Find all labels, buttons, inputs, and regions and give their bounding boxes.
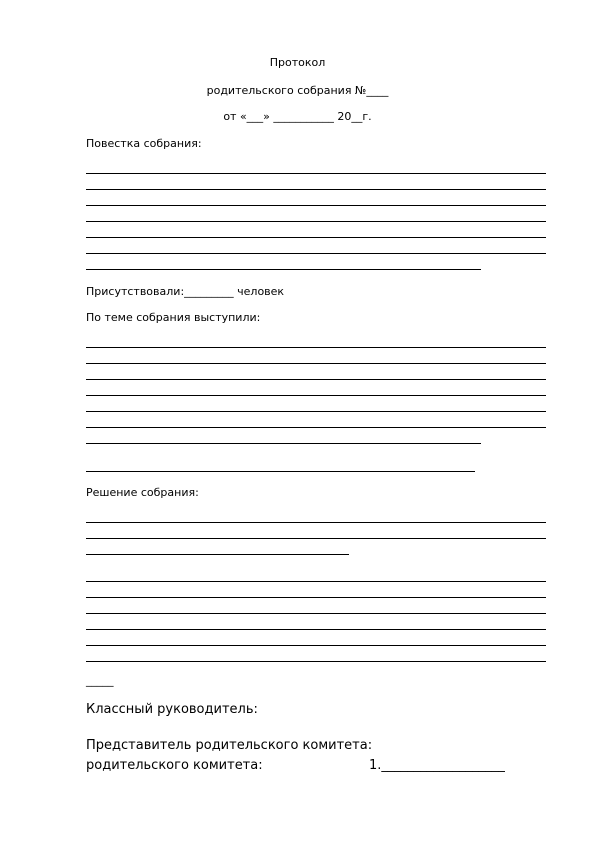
agenda-line <box>86 237 546 238</box>
decision-line <box>86 522 546 523</box>
speakers-line <box>86 471 475 472</box>
tail-underscores: _____ <box>86 674 114 687</box>
agenda-line <box>86 173 546 174</box>
attendance-line: Присутствовали:_________ человек <box>86 285 285 298</box>
speakers-line <box>86 427 546 428</box>
speakers-line <box>86 443 481 444</box>
agenda-line <box>86 269 481 270</box>
agenda-label: Повестка собрания: <box>86 137 202 150</box>
decision-line <box>86 597 546 598</box>
signature-slot-1: 1.___________________ <box>369 758 505 773</box>
doc-subtitle: родительского собрания №____ <box>206 84 389 97</box>
committee-line-label: родительского комитета: <box>86 758 263 773</box>
speakers-line <box>86 395 546 396</box>
agenda-line <box>86 189 546 190</box>
speakers-line <box>86 347 546 348</box>
decision-line <box>86 661 546 662</box>
decision-line <box>86 613 546 614</box>
decision-line <box>86 554 349 555</box>
decision-line <box>86 538 546 539</box>
agenda-line <box>86 253 546 254</box>
speakers-line <box>86 411 546 412</box>
decision-label: Решение собрания: <box>86 486 199 499</box>
speakers-line <box>86 363 546 364</box>
doc-title: Протокол <box>269 56 326 69</box>
committee-rep-label: Представитель родительского комитета: <box>86 738 373 753</box>
decision-line <box>86 581 546 582</box>
decision-line <box>86 645 546 646</box>
speakers-line <box>86 379 546 380</box>
teacher-signature-label: Классный руководитель: <box>86 702 258 717</box>
doc-date-line: от «___» ___________ 20__г. <box>223 110 372 123</box>
agenda-line <box>86 221 546 222</box>
speakers-label: По теме собрания выступили: <box>86 311 261 324</box>
decision-line <box>86 629 546 630</box>
agenda-line <box>86 205 546 206</box>
